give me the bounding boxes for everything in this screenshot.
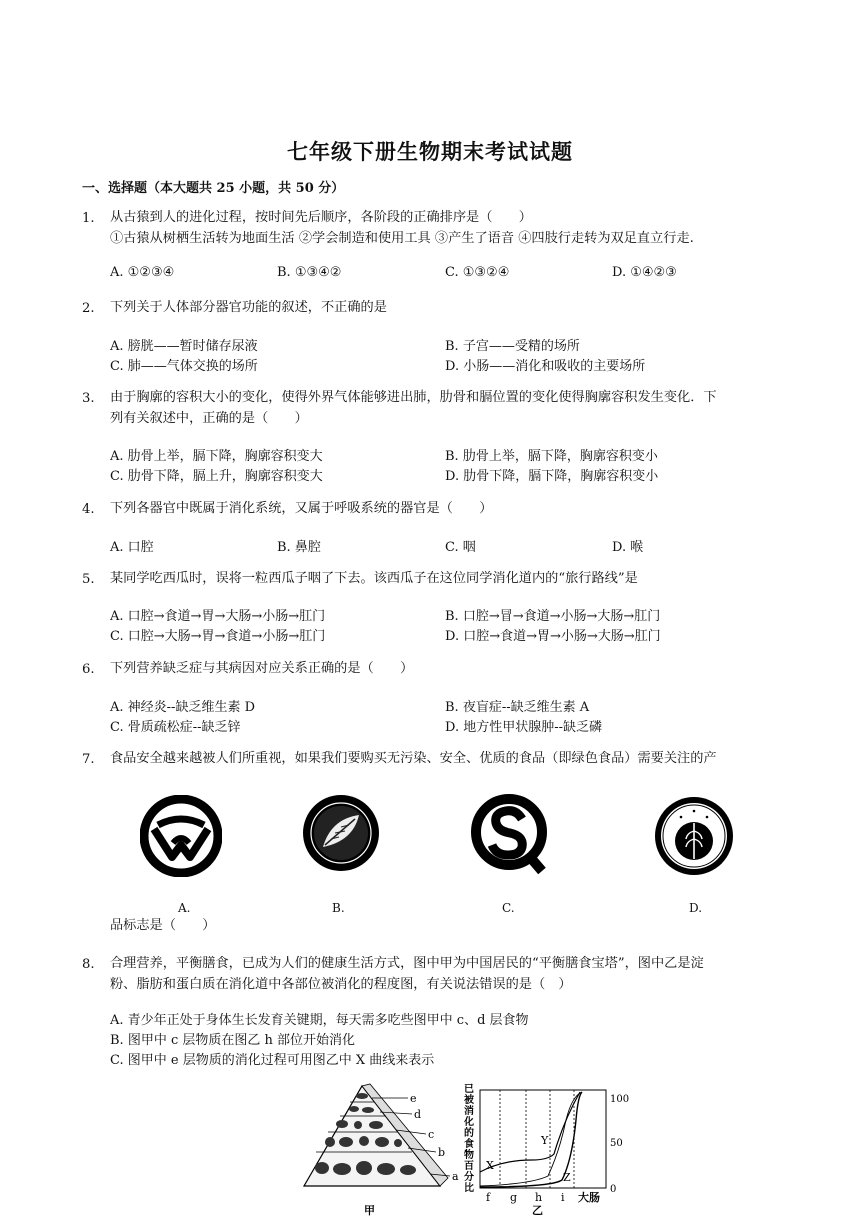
option-c: C. 图甲中 e 层物质的消化过程可用图乙中 X 曲线来表示 <box>110 1053 435 1068</box>
question-number: 2. <box>82 301 95 316</box>
option-b: B. 子宫——受精的场所 <box>445 339 580 354</box>
logo-label-b: B. <box>332 901 345 915</box>
logo-label-a: A. <box>178 901 191 915</box>
x-label-f: f <box>486 1191 491 1204</box>
option-b: B. 肋骨上举，膈下降，胸廓容积变小 <box>445 449 658 464</box>
option-d: D. 地方性甲状腺肿--缺乏磷 <box>445 720 603 735</box>
option-b: B. 口腔→冒→食道→小肠→大肠→肛门 <box>445 609 661 624</box>
option-a: A. 神经炎--缺乏维生素 D <box>110 700 255 715</box>
option-b: B. 图甲中 c 层物质在图乙 h 部位开始消化 <box>110 1033 356 1048</box>
question-stem: 下列各器官中既属于消化系统，又属于呼吸系统的器官是（ ） <box>110 501 493 516</box>
graph-ylabel-char: 物 <box>464 1150 474 1161</box>
seal-leaf-logo-b <box>301 793 381 873</box>
option-c: C. 肋骨下降，膈上升，胸廓容积变大 <box>110 469 323 484</box>
option-c: C. 口腔→大肠→胃→食道→小肠→肛门 <box>110 629 326 644</box>
curve-x <box>480 1092 580 1172</box>
question-number: 6. <box>82 662 95 677</box>
question-number: 7. <box>82 752 95 767</box>
curve-label-z: Z <box>563 1171 571 1184</box>
question-stem-line: 列有关叙述中，正确的是（ ） <box>110 411 308 426</box>
option-d: D. 口腔→食道→胃→小肠→大肠→肛门 <box>445 629 661 644</box>
option-d: D. 肋骨下降，膈下降，胸廓容积变小 <box>445 469 659 484</box>
option-b: B. 鼻腔 <box>277 540 321 555</box>
question-number: 1. <box>82 211 95 226</box>
question-stem-tail: 品标志是（ ） <box>110 918 216 933</box>
option-a: A. 青少年正处于身体生长发育关键期，每天需多吃些图甲中 c、d 层食物 <box>110 1013 529 1028</box>
question-number: 8. <box>82 957 95 972</box>
option-c: C. 咽 <box>445 540 476 555</box>
x-label-h: h <box>535 1191 543 1204</box>
graph-ylabel <box>463 1083 475 1194</box>
graph-ylabel-char: 被 <box>464 1095 474 1106</box>
tick-50: 50 <box>610 1138 623 1149</box>
pyramid-caption: 甲 <box>364 1204 375 1217</box>
question-stem: 从古猿到人的进化过程，按时间先后顺序，各阶段的正确排序是（ ） <box>110 210 532 225</box>
option-c: C. 骨质疏松症--缺乏锌 <box>110 720 241 735</box>
question-stem: 某同学吃西瓜时，误将一粒西瓜子咽了下去。该西瓜子在这位同学消化道内的“旅行路线”是 <box>110 571 638 586</box>
question-stem-line: ①古猿从树栖生活转为地面生活 ②学会制造和使用工具 ③产生了语音 ④四肢行走转为双足直立行走. <box>110 231 694 246</box>
option-a: A. 膀胱——暂时储存尿液 <box>110 339 258 354</box>
option-d: D. 小肠——消化和吸收的主要场所 <box>445 359 646 374</box>
graph-ylabel-char: 比 <box>464 1183 474 1194</box>
question-number: 4. <box>82 502 95 517</box>
option-d: D. ①④②③ <box>612 265 677 280</box>
option-a: A. 口腔→食道→胃→大肠→小肠→肛门 <box>110 609 326 624</box>
x-label-g: g <box>510 1191 518 1204</box>
curve-label-y: Y <box>541 1134 549 1147</box>
option-d: D. 喉 <box>612 540 644 555</box>
graph-ylabel-char: 分 <box>464 1172 474 1183</box>
x-label-i: i <box>561 1191 565 1204</box>
graph-ylabel-char: 化 <box>464 1117 474 1128</box>
option-b: B. ①③④② <box>277 265 342 280</box>
option-a: A. 肋骨上举，膈下降，胸廓容积变大 <box>110 449 323 464</box>
pyramid-label-e: e <box>410 1092 417 1105</box>
question-stem: 合理营养，平衡膳食，已成为人们的健康生活方式，图中甲为中国居民的“平衡膳食宝塔”，图中乙是淀 <box>110 956 704 971</box>
pyramid-label-a: a <box>452 1170 459 1183</box>
pyramid-label-b: b <box>438 1146 446 1159</box>
option-c: C. 肺——气体交换的场所 <box>110 359 258 374</box>
section-heading: 一、选择题（本大题共 25 小题，共 50 分） <box>82 181 345 196</box>
question-stem: 下列关于人体部分器官功能的叙述，不正确的是 <box>110 300 387 315</box>
x-label-large-intestine: 大肠 <box>578 1191 600 1204</box>
graph-ylabel-char: 消 <box>464 1106 474 1117</box>
option-b: B. 夜盲症--缺乏维生素 A <box>445 700 590 715</box>
green-food-logo-a <box>140 795 222 877</box>
graph-ylabel-char: 百 <box>464 1161 474 1172</box>
graph-ylabel-char: 的 <box>464 1128 474 1139</box>
pyramid-label-d: d <box>414 1108 422 1121</box>
tick-100: 100 <box>610 1094 630 1105</box>
logo-label-c: C. <box>502 901 515 915</box>
graph-ylabel-char: 已 <box>464 1084 474 1095</box>
qs-logo-c <box>470 793 548 875</box>
pyramid-label-c: c <box>428 1128 435 1141</box>
question-stem: 食品安全越来越被人们所重视，如果我们要购买无污染、安全、优质的食品（即绿色食品）需要关注的产 <box>110 751 717 766</box>
digestion-graph-figure <box>462 1080 642 1218</box>
wheat-seal-logo-d <box>653 795 735 877</box>
question-stem: 下列营养缺乏症与其病因对应关系正确的是（ ） <box>110 661 414 676</box>
option-a: A. ①②③④ <box>110 265 175 280</box>
question-stem: 由于胸廓的容积大小的变化，使得外界气体能够进出肺，肋骨和膈位置的变化使得胸廓容积发生变化．下 <box>110 390 717 405</box>
food-pyramid-figure <box>300 1082 462 1218</box>
curve-label-x: X <box>486 1159 494 1172</box>
question-number: 5. <box>82 572 95 587</box>
question-number: 3. <box>82 391 95 406</box>
option-c: C. ①③②④ <box>445 265 510 280</box>
option-a: A. 口腔 <box>110 540 154 555</box>
logo-label-d: D. <box>689 901 703 915</box>
graph-caption: 乙 <box>532 1204 543 1217</box>
page-title: 七年级下册生物期末考试试题 <box>287 140 573 164</box>
tick-0: 0 <box>610 1184 617 1195</box>
graph-ylabel-char: 食 <box>464 1139 474 1150</box>
question-stem-line: 粉、脂肪和蛋白质在消化道中各部位被消化的程度图，有关说法错误的是（ ） <box>110 977 572 992</box>
